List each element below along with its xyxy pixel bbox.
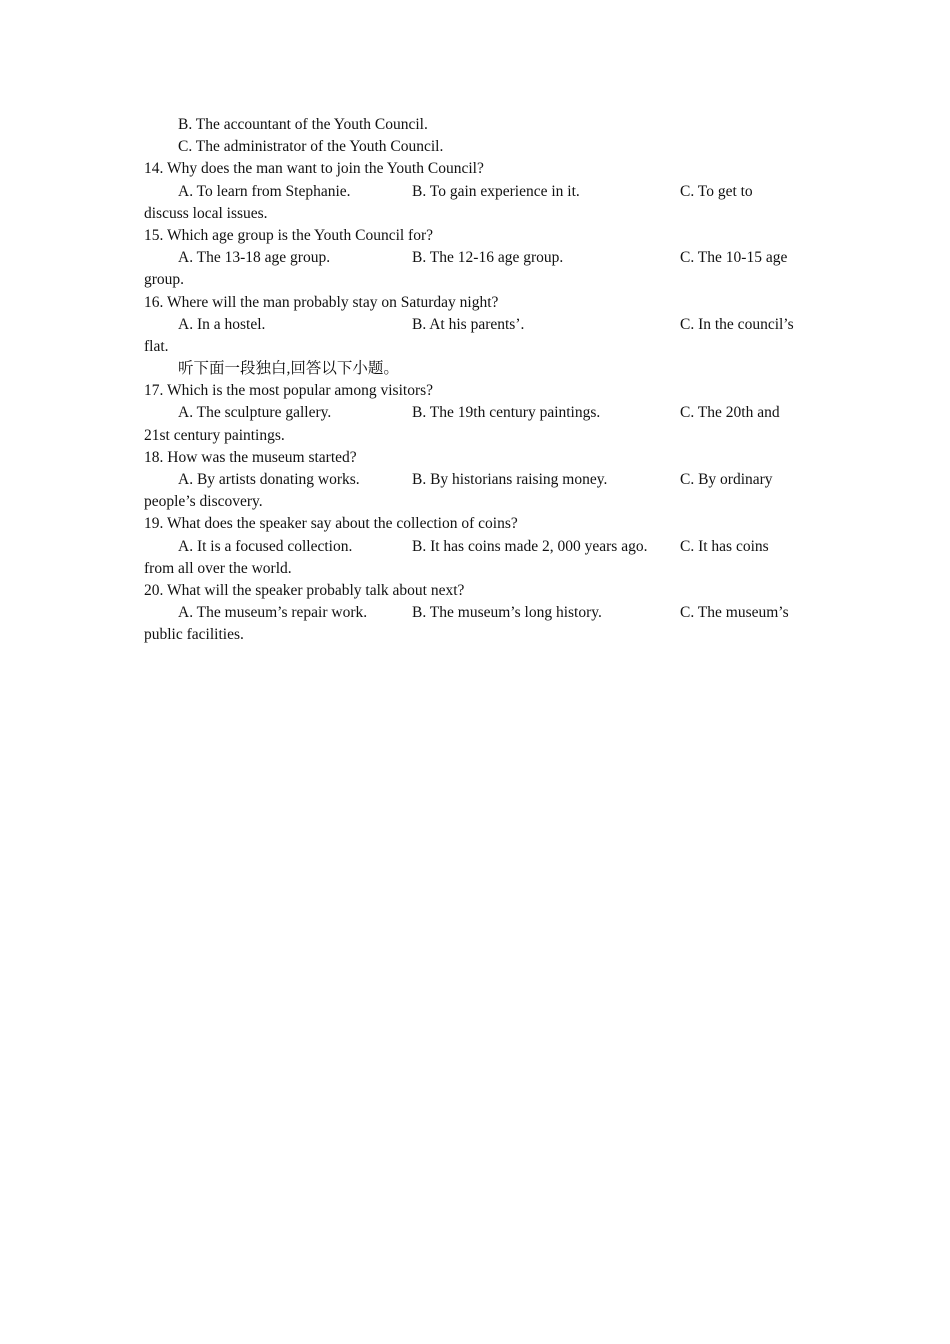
exam-page xyxy=(144,114,816,647)
question-19-options xyxy=(144,536,816,558)
question-20-option-c: C. The museum’s xyxy=(680,604,789,622)
question-20-option-c-wrap: public facilities. xyxy=(144,626,244,644)
question-14-option-c: C. To get to xyxy=(680,182,753,200)
question-20-stem: 20. What will the speaker probably talk about next? xyxy=(144,581,465,599)
question-14-option-c-wrap: discuss local issues. xyxy=(144,204,268,222)
question-18-option-c: C. By ordinary xyxy=(680,471,773,488)
question-16-option-c-wrap: flat. xyxy=(144,337,169,355)
question-20-option-a: A. The museum’s repair work. xyxy=(178,604,368,622)
question-14-stem: 14. Why does the man want to join the Youth Council? xyxy=(144,160,484,178)
q13-option-b: B. The accountant of the Youth Council. xyxy=(178,116,428,133)
question-17-option-b: B. The 19th century paintings. xyxy=(412,404,601,422)
question-15-options xyxy=(144,247,816,269)
question-17-options xyxy=(144,402,816,424)
question-17-option-a: A. The sculpture gallery. xyxy=(178,404,332,422)
q13-option-c: C. The administrator of the Youth Council. xyxy=(178,138,444,156)
question-16-option-a: A. In a hostel. xyxy=(178,315,266,333)
question-15-option-a: A. The 13-18 age group. xyxy=(178,249,331,267)
question-19-option-a: A. It is a focused collection. xyxy=(178,537,353,555)
question-14-option-b: B. To gain experience in it. xyxy=(412,182,580,200)
question-18-options xyxy=(144,469,816,491)
question-16-options xyxy=(144,314,816,336)
question-19-option-c: C. It has coins xyxy=(680,537,769,555)
question-19-option-c-wrap: from all over the world. xyxy=(144,559,292,577)
question-18-stem: 18. How was the museum started? xyxy=(144,448,357,466)
question-20-options xyxy=(144,602,816,624)
question-20-option-b: B. The museum’s long history. xyxy=(412,604,602,622)
question-18-option-b: B. By historians raising money. xyxy=(412,471,608,488)
question-19-stem: 19. What does the speaker say about the collection of coins? xyxy=(144,515,518,533)
question-16-stem: 16. Where will the man probably stay on Saturday night? xyxy=(144,293,499,311)
question-19-option-b: B. It has coins made 2, 000 years ago. xyxy=(412,537,648,555)
question-16-option-b: B. At his parents’. xyxy=(412,315,525,333)
question-14-option-a: A. To learn from Stephanie. xyxy=(178,182,351,200)
section-instruction: 听下面一段独白,回答以下小题。 xyxy=(178,360,399,378)
question-14-options xyxy=(144,181,816,203)
question-17-option-c: C. The 20th and xyxy=(680,404,780,422)
question-17-option-c-wrap: 21st century paintings. xyxy=(144,426,285,444)
question-18-option-a: A. By artists donating works. xyxy=(178,471,360,488)
question-15-stem: 15. Which age group is the Youth Council for? xyxy=(144,226,434,244)
question-15-option-c-wrap: group. xyxy=(144,271,185,289)
question-18-option-c-wrap: people’s discovery. xyxy=(144,493,263,511)
question-16-option-c: C. In the council’s xyxy=(680,315,794,333)
question-17-stem: 17. Which is the most popular among visitors? xyxy=(144,382,434,400)
question-15-option-b: B. The 12-16 age group. xyxy=(412,249,564,267)
question-15-option-c: C. The 10-15 age xyxy=(680,249,788,267)
